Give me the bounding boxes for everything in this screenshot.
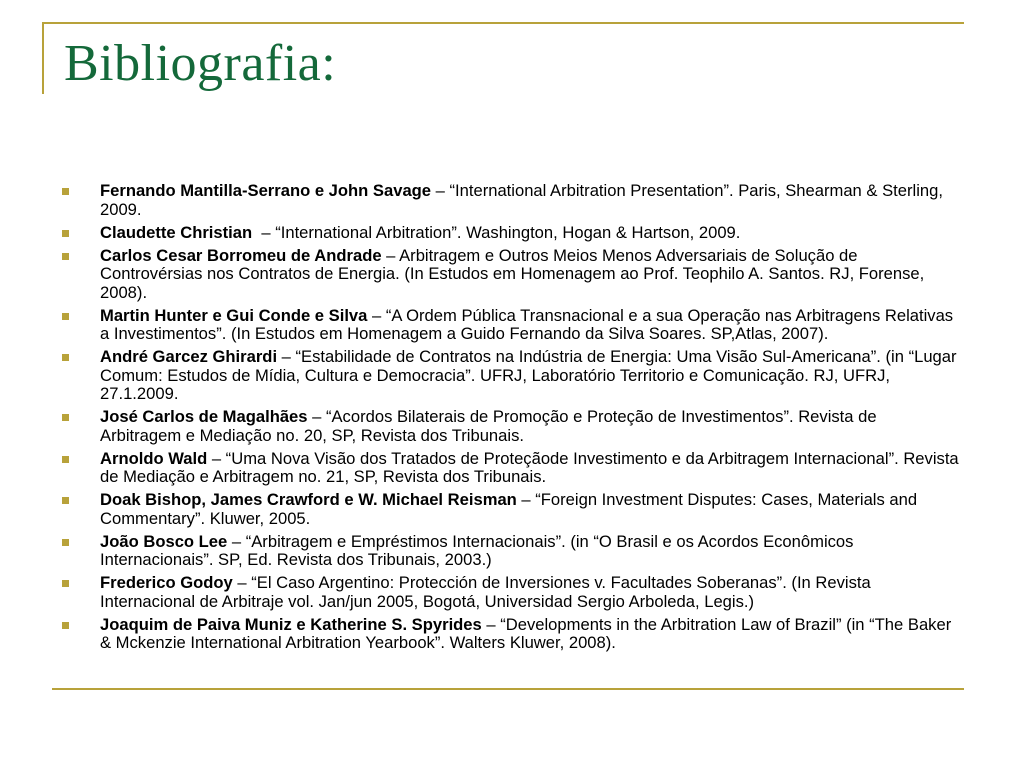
bibliography-reference: – “International Arbitration Presentation”. Paris, Shearman & Sterling, 2009.: [100, 181, 943, 219]
bottom-border-line: [52, 688, 964, 690]
bibliography-reference: – “El Caso Argentino: Protección de Inversiones v. Facultades Soberanas”. (In Revista Internacional de Arbitraje vol. Jan/jun 2005, Bogotá, Universidad Sergio Arboleda, Legis.): [100, 573, 871, 611]
bibliography-item: [60, 348, 960, 404]
square-bullet-icon: [62, 188, 69, 195]
bibliography-item: [60, 307, 960, 344]
bibliography-item: [60, 574, 960, 611]
bibliography-author: Arnoldo Wald: [100, 448, 208, 468]
top-border-line: [42, 22, 964, 24]
square-bullet-icon: [62, 313, 69, 320]
bibliography-item: [60, 450, 960, 487]
bibliography-item: [60, 616, 960, 653]
bibliography-reference: – “Acordos Bilaterais de Promoção e Proteção de Investimentos”. Revista de Arbitragem e Mediação no. 20, SP, Revista dos Tribunais.: [100, 407, 877, 445]
square-bullet-icon: [62, 497, 69, 504]
square-bullet-icon: [62, 539, 69, 546]
bibliography-author: André Garcez Ghirardi: [100, 347, 278, 366]
bibliography-list: [60, 182, 960, 657]
bibliography-item: [60, 533, 960, 570]
bibliography-author: Frederico Godoy: [100, 573, 233, 592]
bibliography-author: Claudette Christian: [100, 222, 253, 242]
square-bullet-icon: [62, 580, 69, 587]
bibliography-author: José Carlos de Magalhães: [100, 407, 308, 426]
bibliography-item: [60, 224, 960, 243]
bibliography-author: Doak Bishop, James Crawford e W. Michael Reisman: [100, 490, 517, 509]
square-bullet-icon: [62, 456, 69, 463]
bibliography-item: [60, 182, 960, 219]
bibliography-author: Carlos Cesar Borromeu de Andrade: [100, 245, 382, 265]
bibliography-item: [60, 408, 960, 445]
bibliography-reference: – “Estabilidade de Contratos na Indústria de Energia: Uma Visão Sul-Americana”. (in “Lugar Comum: Estudos de Mídia, Cultura e Democracia”. UFRJ, Laboratório Territorio e Comunicação. RJ, UFRJ, 27.1.2009.: [100, 347, 957, 403]
bibliography-reference: – “A Ordem Pública Transnacional e a sua Operação nas Arbitragens Relativas a Investimentos”. (In Estudos em Homenagem a Guido Fernando da Silva Soares. SP,Atlas, 2007).: [100, 305, 954, 343]
square-bullet-icon: [62, 414, 69, 421]
bibliography-reference: – “Arbitragem e Empréstimos Internacionais”. (in “O Brasil e os Acordos Econômicos Internacionais”. SP, Ed. Revista dos Tribunais, 2003.): [100, 531, 854, 569]
square-bullet-icon: [62, 253, 69, 260]
bibliography-author: Joaquim de Paiva Muniz e Katherine S. Spyrides: [100, 614, 482, 634]
bibliography-author: João Bosco Lee: [100, 531, 228, 551]
bibliography-reference: – “Foreign Investment Disputes: Cases, Materials and Commentary”. Kluwer, 2005.: [100, 490, 918, 528]
bibliography-reference: – “Developments in the Arbitration Law of Brazil” (in “The Baker & Mckenzie International Arbitration Yearbook”. Walters Kluwer, 2008).: [100, 614, 952, 652]
bibliography-reference: – Arbitragem e Outros Meios Menos Adversariais de Solução de Controvérsias nos Contratos de Energia. (In Estudos em Homenagem ao Prof. Teophilo A. Santos. RJ, Forense, 2008).: [100, 245, 925, 302]
left-border-line: [42, 22, 44, 94]
square-bullet-icon: [62, 230, 69, 237]
bibliography-reference: – “Uma Nova Visão dos Tratados de Proteçãode Investimento e da Arbitragem Internacional”. Revista de Mediação e Arbitragem no. 21, SP, Revista dos Tribunais.: [100, 448, 959, 486]
square-bullet-icon: [62, 622, 69, 629]
bibliography-author: Martin Hunter e Gui Conde e Silva: [100, 305, 368, 325]
bibliography-reference: – “International Arbitration”. Washington, Hogan & Hartson, 2009.: [252, 222, 741, 242]
square-bullet-icon: [62, 354, 69, 361]
slide-title: Bibliografia:: [64, 35, 337, 92]
bibliography-item: [60, 491, 960, 528]
bibliography-item: [60, 247, 960, 303]
bibliography-author: Fernando Mantilla-Serrano e John Savage: [100, 181, 432, 200]
